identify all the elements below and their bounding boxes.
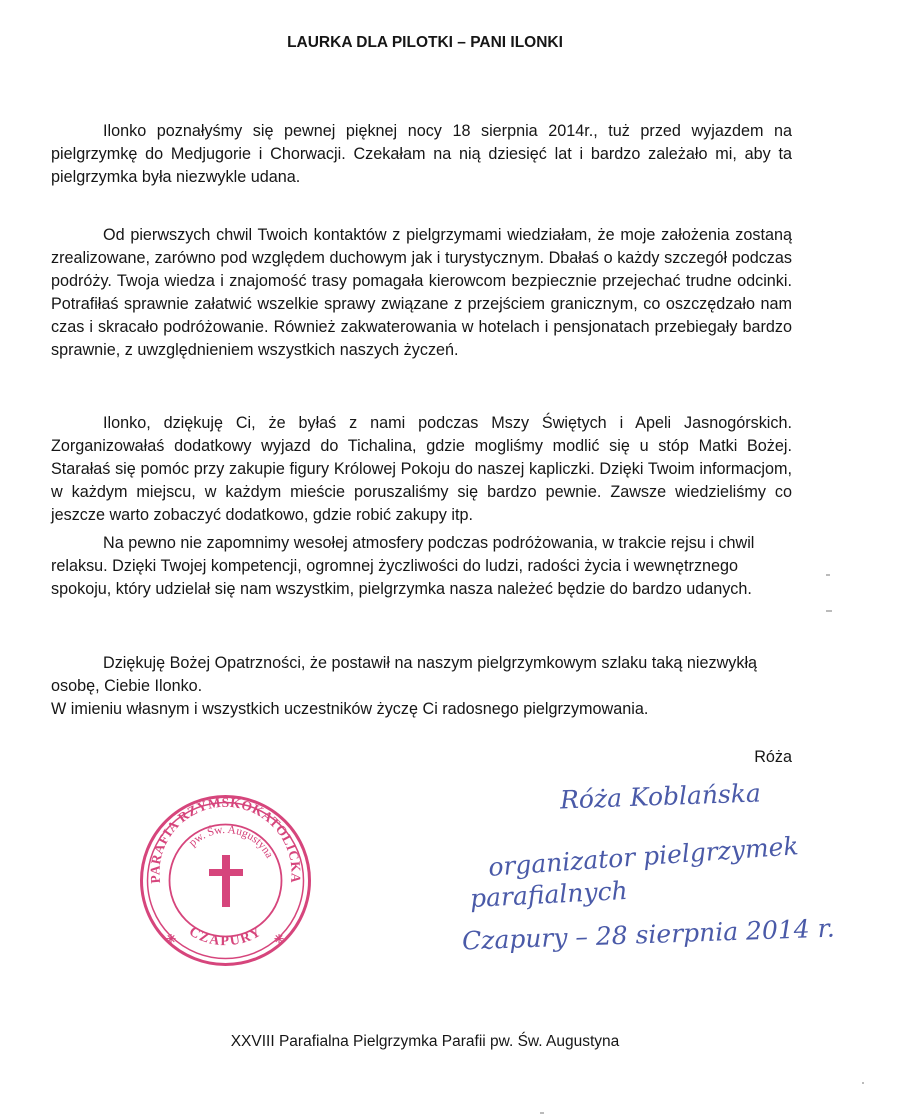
handwritten-place-date: Czapury – 28 sierpnia 2014 r. bbox=[461, 913, 836, 956]
paragraph-1-text: Ilonko poznałyśmy się pewnej pięknej nocy 18 sierpnia 2014r., tuż przed wyjazdem na pielgrzymkę do Medjugorie i Chorwacji. Czekałam na nią dziesięć lat i bardzo zależało mi, aby ta pielgrzymka była niezwykle udana. bbox=[51, 122, 792, 186]
letter-title: LAURKA DLA PILOTKI – PANI ILONKI bbox=[287, 34, 563, 51]
paper-speck bbox=[540, 1112, 544, 1114]
paragraph-5-text: Dziękuję Bożej Opatrzności, że postawił na naszym pielgrzymkowym szlaku taką niezwykłą osobę, Ciebie Ilonko. bbox=[51, 654, 758, 695]
paper-speck bbox=[826, 574, 830, 576]
paper-speck bbox=[862, 1082, 864, 1084]
paragraph-1 bbox=[51, 120, 792, 189]
stamp-ring-text: PARAFIA RZYMSKOKATOLICKA bbox=[147, 794, 304, 885]
paragraph-2-text: Od pierwszych chwil Twoich kontaktów z pielgrzymami wiedziałam, że moje założenia zostaną zrealizowane, zarówno pod względem duchowym jak i turystycznym. Dbałaś o każdy szczegół podczas podróży. Twoja wiedza i znajomość trasy pomagała kierowcom bezpiecznie przejechać trudne odcinki. Potrafiłaś sprawnie załatwić wszelkie sprawy związane z przejściem granicznym, co oszczędzało nam czas i skracało podróżowanie. Również zakwaterowania w hotelach i pensjonatach przebiegały bardzo sprawnie, z uwzględnieniem wszystkich naszych życzeń. bbox=[51, 226, 792, 359]
paragraph-3-text: Ilonko, dziękuję Ci, że byłaś z nami podczas Mszy Świętych i Apeli Jasnogórskich. Zorganizowałaś dodatkowy wyjazd do Tichalina, gdzie mogliśmy modlić się u stóp Matki Bożej. Starałaś się pomóc przy zakupie figury Królowej Pokoju do naszej kapliczki. Dzięki Twoim informacjom, w każdym miejscu, w każdym mieście poruszaliśmy się bardzo pewnie. Zawsze wiedzieliśmy co jeszcze warto zobaczyć dodatkowo, gdzie robić zakupy itp. bbox=[51, 414, 792, 524]
signature-typed-name: Róża bbox=[754, 748, 792, 766]
handwritten-role-line-1: organizator pielgrzymek bbox=[487, 831, 800, 882]
handwritten-role-line-2: parafialnych bbox=[469, 875, 629, 914]
cross-icon bbox=[209, 855, 243, 907]
closing-line: W imieniu własnym i wszystkich uczestników życzę Ci radosnego pielgrzymowania. bbox=[51, 700, 649, 718]
stamp-bottom-text: CZAPURY bbox=[186, 924, 265, 950]
paragraph-4 bbox=[51, 532, 792, 601]
paragraph-5 bbox=[51, 652, 792, 721]
stamp-inner-text: pw. Św. Augustyna bbox=[186, 823, 276, 861]
paragraph-3 bbox=[51, 412, 792, 527]
handwritten-signature: Róża Koblańska bbox=[559, 778, 762, 815]
paper-speck bbox=[826, 610, 832, 612]
paragraph-4-text: Na pewno nie zapomnimy wesołej atmosfery podczas podróżowania, w trakcie rejsu i chwil relaksu. Dzięki Twojej kompetencji, ogromnej życzliwości do ludzi, radości życia i wewnętrznego spokoju, który udzielał się nam wszystkim, pielgrzymka nasza należeć będzie do bardzo udanych. bbox=[51, 534, 755, 598]
star-icon: ✳ bbox=[274, 932, 285, 946]
footer-caption: XXVIII Parafialna Pielgrzymka Parafii pw. Św. Augustyna bbox=[230, 1033, 620, 1050]
star-icon: ✳ bbox=[166, 932, 177, 946]
paragraph-2 bbox=[51, 224, 792, 362]
parish-stamp bbox=[138, 793, 313, 968]
